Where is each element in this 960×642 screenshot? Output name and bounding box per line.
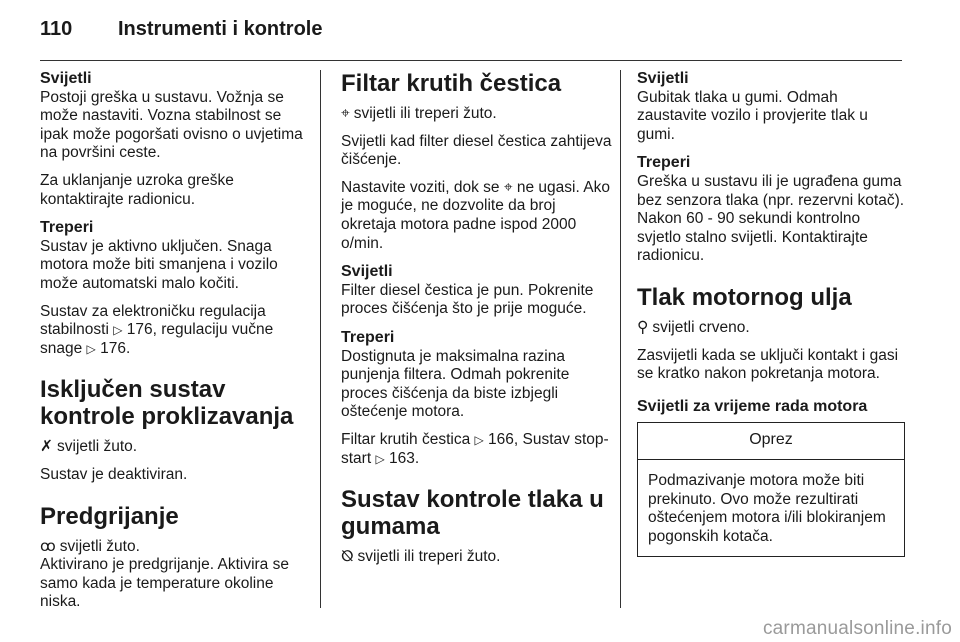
paragraph: Sustav je deaktiviran. bbox=[40, 465, 188, 483]
paragraph: Postoji greška u sustavu. Vožnja se može nastaviti. Vozna stabilnost se ipak može pogoršati ovisno o uvjetima na površini ceste. bbox=[40, 88, 303, 162]
oil-pressure-icon: ⚲ bbox=[637, 318, 649, 336]
watermark: carmanualsonline.info bbox=[762, 618, 952, 639]
column-2 bbox=[341, 70, 613, 576]
particle-filter-icon: ⌖ bbox=[341, 105, 350, 122]
header-rule bbox=[40, 60, 902, 61]
paragraph: Greška u sustavu ili je ugrađena guma bez senzora tlaka (npr. rezervni kotač). Nakon 60 - 90 sekundi kontrolno svjetlo stalno svijetli. Kontaktirajte radionicu. bbox=[637, 172, 905, 265]
column-3 bbox=[637, 70, 905, 557]
section-heading-tlak-guma: Sustav kontrole tlaka u gumama bbox=[341, 486, 604, 541]
subheading-treperi: Treperi bbox=[637, 154, 691, 172]
arrow-icon: ▷ bbox=[375, 451, 385, 466]
subheading-vrijeme: Svijetli za vrijeme rada motora bbox=[637, 397, 868, 415]
subheading-treperi: Treperi bbox=[40, 219, 94, 237]
particle-filter-icon: ⌖ bbox=[503, 178, 513, 196]
paragraph: ꝏ svijetli žuto. bbox=[40, 537, 140, 555]
column-divider-1 bbox=[320, 70, 321, 608]
section-heading-predgrijanje: Predgrijanje bbox=[40, 502, 179, 530]
paragraph: Gubitak tlaka u gumi. Odmah zaustavite vozilo i provjerite tlak u gumi. bbox=[637, 88, 868, 143]
warning-box bbox=[637, 422, 905, 557]
paragraph: Dostignuta je maksimalna razina punjenja filtera. Odmah pokrenite proces čišćenja da biste izbjegli oštećenje motora. bbox=[341, 347, 570, 421]
subheading-treperi: Treperi bbox=[341, 328, 395, 346]
subheading-svijetli: Svijetli bbox=[341, 263, 393, 281]
page-number: 110 bbox=[40, 18, 73, 40]
page-title: Instrumenti i kontrole bbox=[118, 18, 323, 40]
paragraph: Aktivirano je predgrijanje. Aktivira se samo kada je temperature okoline niska. bbox=[40, 556, 289, 611]
glow-plug-icon: ꝏ bbox=[40, 537, 56, 555]
paragraph: Sustav je aktivno uključen. Snaga motora može biti smanjena i vozilo može automatski malo kočiti. bbox=[40, 237, 278, 292]
warning-text: Podmazivanje motora može biti prekinuto. Ovo može rezultirati oštećenjem motora i/ili blokiranjem pogonskih kotača. bbox=[648, 471, 886, 545]
paragraph: Zasvijetli kada se uključi kontakt i gasi se kratko nakon pokretanja motora. bbox=[637, 346, 899, 383]
paragraph: Filter diesel čestica je pun. Pokrenite proces čišćenja što je prije moguće. bbox=[341, 281, 594, 318]
cross-reference: Filtar krutih čestica ▷ 166, Sustav stop-start ▷ 163. bbox=[341, 430, 609, 467]
column-1 bbox=[40, 70, 310, 621]
page-header bbox=[40, 18, 322, 41]
section-heading-ulje: Tlak motornog ulja bbox=[637, 283, 852, 311]
section-heading-filtar: Filtar krutih čestica bbox=[341, 70, 562, 97]
paragraph: Nastavite voziti, dok se ⌖ ne ugasi. Ako je moguće, ne dozvolite da broj okretaja motora padne ispod 2000 o/min. bbox=[341, 178, 610, 252]
section-heading-iskljucen: Isključen sustav kontrole proklizavanja bbox=[40, 376, 294, 431]
paragraph: ✗ svijetli žuto. bbox=[40, 438, 138, 456]
paragraph: ⌖ svijetli ili treperi žuto. bbox=[341, 105, 497, 122]
paragraph: Za uklanjanje uzroka greške kontaktirajte radionicu. bbox=[40, 171, 234, 208]
warning-title: Oprez bbox=[638, 423, 904, 460]
paragraph: ⚲ svijetli crveno. bbox=[637, 318, 750, 336]
paragraph: ⦰ svijetli ili treperi žuto. bbox=[341, 548, 501, 566]
paragraph: Svijetli kad filter diesel čestica zahtijeva čišćenje. bbox=[341, 132, 612, 169]
arrow-icon: ▷ bbox=[86, 341, 96, 356]
subheading-svijetli: Svijetli bbox=[637, 70, 689, 87]
cross-reference: Sustav za elektroničku regulacija stabilnosti ▷ 176, regulaciju vučne snage ▷ 176. bbox=[40, 302, 274, 357]
arrow-icon: ▷ bbox=[113, 323, 123, 338]
tire-pressure-icon: ⦰ bbox=[341, 548, 354, 566]
column-divider-2 bbox=[620, 70, 621, 608]
arrow-icon: ▷ bbox=[474, 432, 484, 447]
subheading-svijetli: Svijetli bbox=[40, 70, 92, 87]
traction-off-icon: ✗ bbox=[40, 438, 53, 456]
